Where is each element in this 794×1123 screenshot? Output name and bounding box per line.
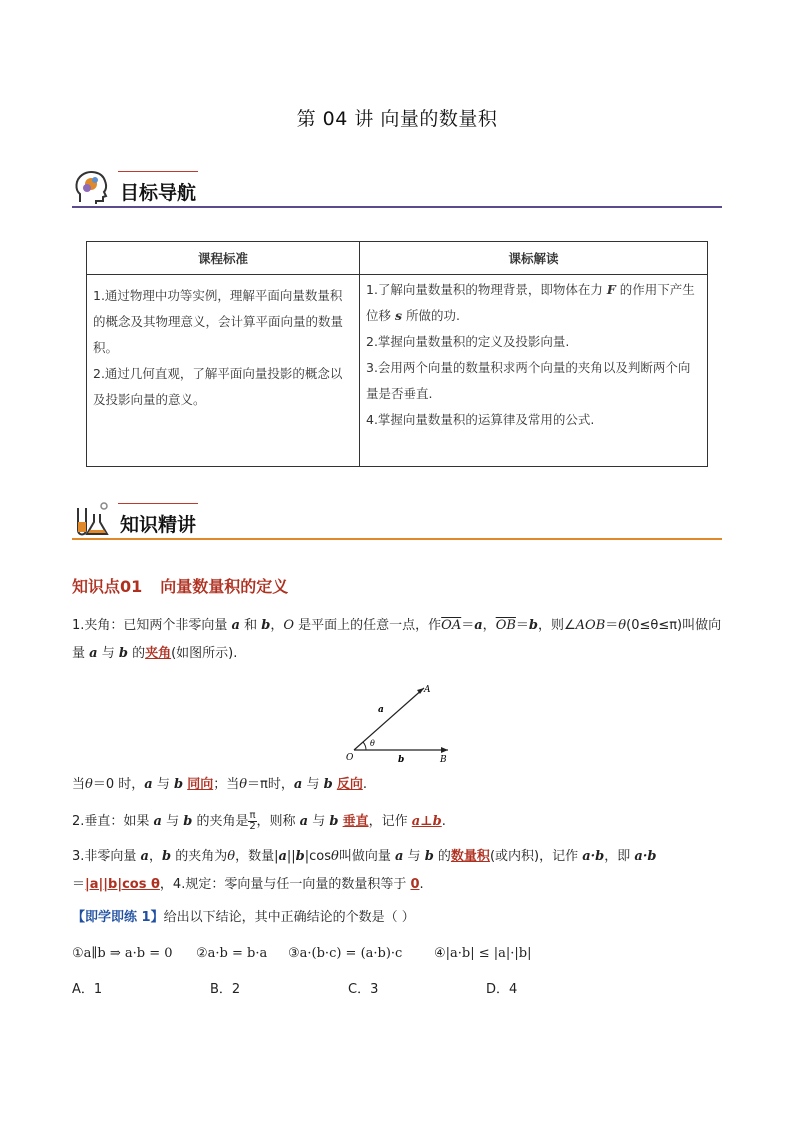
- text: ，: [148, 849, 162, 864]
- text: 叫做向量: [338, 849, 395, 864]
- text: 1.夹角：已知两个非零向量: [72, 618, 232, 633]
- text: 的夹角是: [192, 814, 249, 829]
- exercise-question-text: 给出以下结论，其中正确结论的个数是（ ）: [163, 910, 415, 925]
- text: ＝π时，: [247, 777, 294, 792]
- exercise-question: [72, 904, 724, 932]
- option-a[interactable]: A．1: [72, 982, 103, 997]
- section-rule: [72, 206, 722, 208]
- fraction-numerator: π: [249, 810, 256, 821]
- text: ＝: [605, 618, 619, 633]
- text: 2.垂直：如果: [72, 814, 154, 829]
- math-var: θ: [331, 849, 339, 864]
- exercise-tag: 【即学即练 1】: [72, 910, 164, 925]
- text: .: [441, 814, 446, 829]
- math-var: a: [394, 849, 404, 864]
- text: 3.非零向量: [72, 849, 141, 864]
- section-label: 知识精讲: [120, 514, 197, 536]
- option-b[interactable]: B．2: [210, 982, 241, 997]
- math-expr: a·b: [634, 849, 657, 864]
- text: 的夹角为: [171, 849, 228, 864]
- math-var: b: [424, 849, 434, 864]
- text: ||: [286, 849, 296, 864]
- text: 和: [239, 618, 262, 633]
- label-A: A: [424, 685, 431, 695]
- text: ＝: [72, 877, 86, 892]
- text: ，则∠: [538, 618, 576, 633]
- math-var: s: [394, 308, 403, 323]
- label-O: O: [346, 753, 354, 763]
- math-var: b: [118, 646, 128, 661]
- text: 的作用下产生位移: [366, 282, 695, 323]
- interpretation-item: 2.掌握向量数量积的定义及投影向量.: [366, 334, 570, 349]
- math-var: θ: [227, 849, 236, 864]
- section-rule: [72, 538, 722, 540]
- keyword: 数量积: [450, 849, 490, 864]
- text: 与: [97, 646, 119, 661]
- fraction-denominator: 2: [249, 821, 256, 832]
- label-B: B: [440, 755, 447, 765]
- knowledge-point-title: [72, 574, 288, 597]
- text: (或内积)，记作: [489, 849, 583, 864]
- text: ，记作: [368, 814, 412, 829]
- standard-item: 2.通过几何直观，了解平面向量投影的概念以及投影向量的意义。: [93, 366, 343, 407]
- section-label: 目标导航: [120, 182, 197, 204]
- text: .: [419, 877, 424, 892]
- interpretation-item: [366, 277, 701, 329]
- math-var: b: [528, 618, 539, 633]
- text: ＝: [461, 618, 475, 633]
- math-var: a: [140, 849, 149, 864]
- paragraph-perpendicular: [72, 808, 724, 836]
- math-var: F: [606, 282, 616, 297]
- page-title: 第 04 讲 向量的数量积: [296, 108, 498, 130]
- vector-OA: $\overline{OA}$: [441, 618, 462, 633]
- text: ；当: [213, 777, 240, 792]
- standards-table: [86, 241, 708, 467]
- statement-1: ①a∥b ⇒ a·b = 0: [72, 946, 173, 961]
- interpretation-item: 4.掌握向量数量积的运算律及常用的公式.: [366, 412, 595, 427]
- text: 与: [308, 814, 330, 829]
- statement-2: ②a·b = b·a: [196, 946, 268, 961]
- label-theta: θ: [370, 739, 375, 748]
- knowledge-point-label: 向量数量积的定义: [160, 577, 289, 596]
- decorative-line: [118, 503, 198, 504]
- label-a: a: [378, 705, 384, 715]
- math-var: b: [295, 849, 305, 864]
- math-var: a: [144, 777, 153, 792]
- keyword: 夹角: [145, 646, 172, 661]
- section-header-goal: [72, 168, 722, 212]
- math-var: b: [329, 814, 339, 829]
- interpretation-item: 3.会用两个向量的数量积求两个向量的夹角以及判断两个向量是否垂直.: [366, 360, 691, 401]
- lab-flask-icon: [72, 500, 112, 540]
- math-var: a: [89, 646, 98, 661]
- keyword-perp: a⊥b: [411, 814, 442, 829]
- text: (0≤θ≤π): [626, 618, 683, 633]
- math-var: a: [278, 849, 287, 864]
- decorative-line: [118, 171, 198, 172]
- math-var: θ: [85, 777, 93, 792]
- table-header: 课标解读: [360, 242, 708, 275]
- text: ，则称: [256, 814, 300, 829]
- math-var: a: [293, 777, 303, 792]
- text: ，4.规定：零向量与任一向量的数量积等于: [159, 877, 411, 892]
- math-var: AOB: [575, 618, 606, 633]
- text: (如图所示).: [171, 646, 238, 661]
- text: 的: [433, 849, 451, 864]
- vector-OB: $\overline{OB}$: [495, 618, 516, 633]
- statement-4: ④|a·b| ≤ |a|·|b|: [434, 946, 532, 961]
- math-var: b: [183, 814, 193, 829]
- math-var: b: [323, 777, 333, 792]
- text: ＝0 时，: [92, 777, 145, 792]
- label-b: b: [398, 755, 405, 765]
- text: ＝: [515, 618, 529, 633]
- text: 与: [403, 849, 425, 864]
- exercise-statements: [72, 940, 724, 968]
- math-var: O: [283, 618, 295, 633]
- keyword: 同向: [187, 777, 214, 792]
- standard-item: 1.通过物理中功等实例，理解平面向量数量积的概念及其物理意义，会计算平面向量的数量积。: [93, 288, 344, 355]
- text: 与: [152, 777, 174, 792]
- table-row: [87, 275, 708, 467]
- statement-3: ③a·(b·c) = (a·b)·c: [288, 946, 403, 961]
- text: ，: [270, 618, 284, 633]
- text: |cos: [304, 849, 332, 864]
- text: 1.了解向量数量积的物理背景，即物体在力: [366, 282, 607, 297]
- table-header: 课程标准: [87, 242, 360, 275]
- option-d[interactable]: D．4: [486, 982, 518, 997]
- section-header-knowledge: [72, 500, 722, 544]
- head-brain-icon: [72, 168, 112, 208]
- text: ，即: [604, 849, 635, 864]
- paragraph-dot-product: [72, 843, 724, 899]
- math-var: b: [261, 618, 271, 633]
- table-header-row: [87, 242, 708, 275]
- keyword: 反向: [336, 777, 363, 792]
- text: 当: [72, 777, 86, 792]
- keyword-zero: 0: [410, 877, 420, 892]
- paragraph-angle-definition: [72, 612, 724, 668]
- keyword: 垂直: [342, 814, 369, 829]
- math-var: b: [162, 849, 172, 864]
- math-var: a: [231, 618, 240, 633]
- table-cell-interpretation: [360, 275, 708, 467]
- math-var: b: [173, 777, 184, 792]
- math-var: θ: [239, 777, 248, 792]
- exercise-options: [72, 978, 722, 997]
- paragraph-direction: [72, 771, 724, 799]
- table-cell-standards: [87, 275, 360, 467]
- text: .: [362, 777, 367, 792]
- text: 叫做向量: [72, 618, 722, 661]
- text: 是平面上的任意一点，作: [294, 618, 442, 633]
- text: ，数量|: [235, 849, 279, 864]
- fraction-pi-over-2: [248, 811, 256, 832]
- text: ，: [482, 618, 496, 633]
- math-var: a: [153, 814, 162, 829]
- text: 的: [127, 646, 146, 661]
- math-var: a: [299, 814, 309, 829]
- knowledge-point-number: 知识点01: [72, 577, 143, 596]
- math-expr: a·b: [582, 849, 605, 864]
- keyword-formula: |a||b|cos θ: [85, 877, 160, 892]
- text: 与: [161, 814, 184, 829]
- angle-diagram: [340, 678, 460, 768]
- math-var: θ: [618, 618, 627, 633]
- option-c[interactable]: C．3: [348, 982, 379, 997]
- text: 所做的功.: [402, 308, 460, 323]
- math-var: a: [474, 618, 483, 633]
- text: 与: [302, 777, 324, 792]
